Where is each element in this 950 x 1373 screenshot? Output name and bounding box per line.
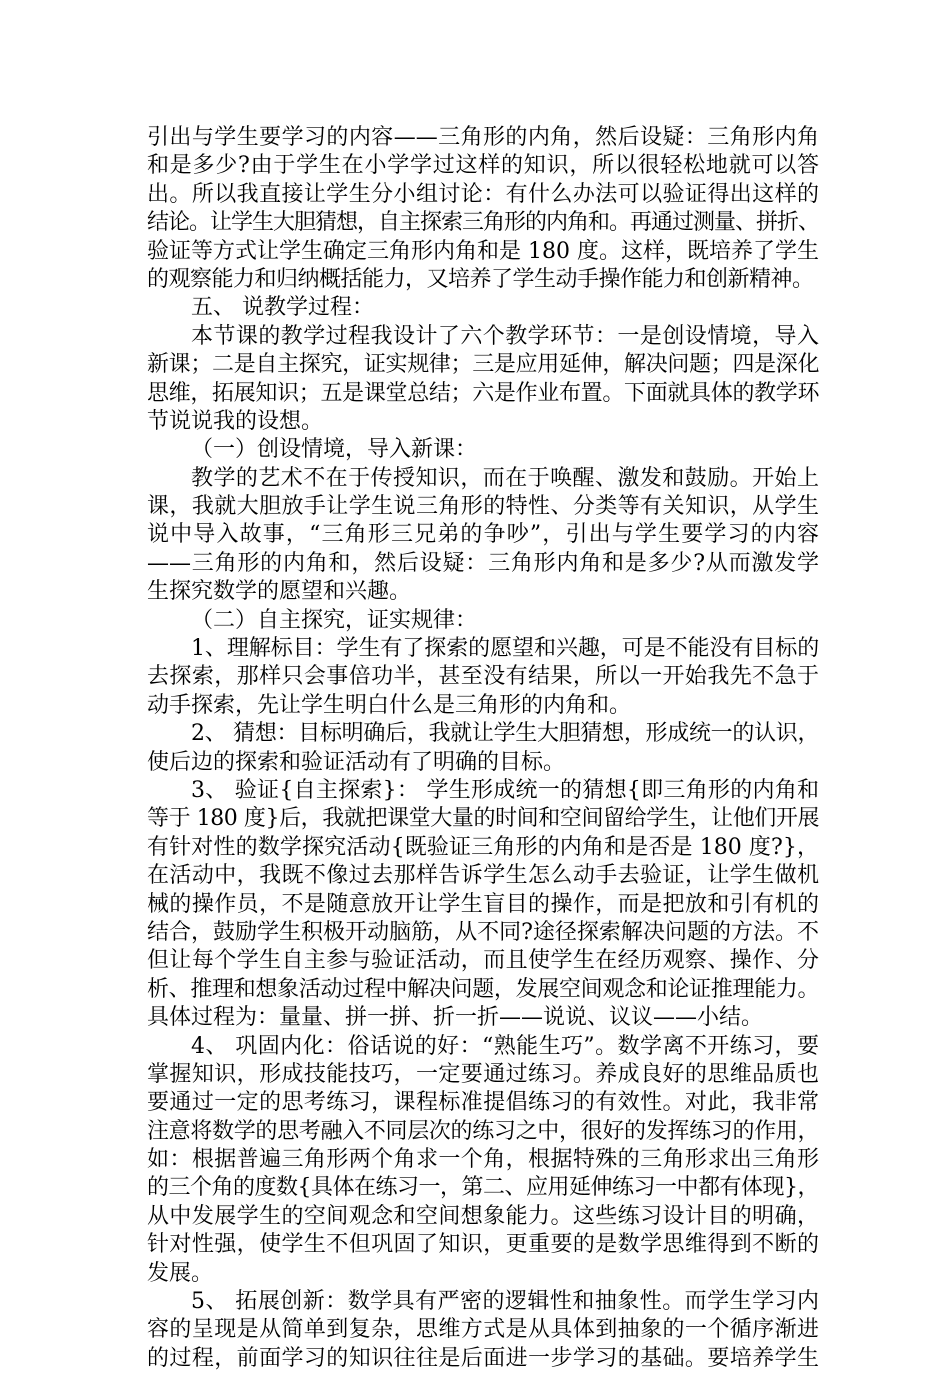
text-line: 掌握知识，形成技能技巧，一定要通过练习。养成良好的思维品质也 xyxy=(147,1061,819,1087)
text-line: 有针对性的数学探究活动{既验证三角形的内角和是否是 180 度?}， xyxy=(147,834,819,860)
text-line: 五、 说教学过程： xyxy=(191,295,374,321)
text-line: 的观察能力和归纳概括能力，又培养了学生动手操作能力和创新精神。 xyxy=(147,266,814,292)
text-line: 等于 180 度}后，我就把课堂大量的时间和空间留给学生，让他们开展 xyxy=(147,806,819,832)
text-line: 的三个角的度数{具体在练习一，第二、应用延伸练习一中都有体现}， xyxy=(147,1175,819,1201)
text-line: 教学的艺术不在于传授知识，而在于唤醒、激发和鼓励。开始上 xyxy=(191,465,819,491)
text-line: 析、推理和想象活动过程中解决问题，发展空间观念和论证推理能力。 xyxy=(147,976,819,1002)
text-line: 针对性强，使学生不但巩固了知识，更重要的是数学思维得到不断的 xyxy=(147,1232,819,1258)
text-line: 注意将数学的思考融入不同层次的练习之中，很好的发挥练习的作用， xyxy=(147,1118,819,1144)
text-line: （二）自主探究，证实规律： xyxy=(191,607,478,633)
text-line: 在活动中，我既不像过去那样告诉学生怎么动手去验证，让学生做机 xyxy=(147,863,819,889)
text-line: 结合，鼓励学生积极开动脑筋，从不同?途径探索解决问题的方法。不 xyxy=(147,919,819,945)
text-line: 和是多少?由于学生在小学学过这样的知识，所以很轻松地就可以答 xyxy=(147,153,819,179)
text-line: 本节课的教学过程我设计了六个教学环节：一是创设情境，导入 xyxy=(191,323,819,349)
text-line: 具体过程为：量量、拼一拼、折一折——说说、议议——小结。 xyxy=(147,1005,764,1031)
text-line: 思维，拓展知识；五是课堂总结；六是作业布置。下面就具体的教学环 xyxy=(147,380,819,406)
text-line: ——三角形的内角和，然后设疑：三角形内角和是多少?从而激发学 xyxy=(147,550,819,576)
text-line: 械的操作员，不是随意放开让学生盲目的操作，而是把放和引有机的 xyxy=(147,891,819,917)
text-line: 发展。 xyxy=(147,1260,214,1286)
text-line: 课，我就大胆放手让学生说三角形的特性、分类等有关知识，从学生 xyxy=(147,494,819,520)
text-line: 验证等方式让学生确定三角形内角和是 180 度。这样，既培养了学生 xyxy=(147,238,819,264)
text-line: 结论。让学生大胆猜想，自主探索三角形的内角和。再通过测量、拼折、 xyxy=(147,210,820,236)
text-line: 新课；二是自主探究，证实规律；三是应用延伸，解决问题；四是深化 xyxy=(147,352,819,378)
text-line: 要通过一定的思考练习，课程标准提倡练习的有效性。对此，我非常 xyxy=(147,1090,819,1116)
text-line: 从中发展学生的空间观念和空间想象能力。这些练习设计目的明确， xyxy=(147,1203,819,1229)
text-line: 动手探索，先让学生明白什么是三角形的内角和。 xyxy=(147,692,632,718)
text-line: 3、 验证{自主探索}： 学生形成统一的猜想{即三角形的内角和 xyxy=(191,777,819,803)
text-line: （一）创设情境，导入新课： xyxy=(191,437,478,463)
text-line: 使后边的探索和验证活动有了明确的目标。 xyxy=(147,749,566,775)
text-line: 去探索，那样只会事倍功半，甚至没有结果，所以一开始我先不急于 xyxy=(147,664,819,690)
text-line: 容的呈现是从简单到复杂，思维方式是从具体到抽象的一个循序渐进 xyxy=(147,1317,819,1343)
text-line: 引出与学生要学习的内容——三角形的内角，然后设疑：三角形内角 xyxy=(147,125,819,150)
text-line: 2、 猜想：目标明确后，我就让学生大胆猜想，形成统一的认识， xyxy=(191,721,819,747)
text-line: 但让每个学生自主参与验证活动，而且使学生在经历观察、操作、分 xyxy=(147,948,819,974)
text-line: 节说说我的设想。 xyxy=(147,408,324,434)
text-line: 说中导入故事，“三角形三兄弟的争吵”，引出与学生要学习的内容 xyxy=(147,522,819,548)
text-line: 5、 拓展创新：数学具有严密的逻辑性和抽象性。而学生学习内 xyxy=(191,1289,819,1315)
document-body xyxy=(147,124,819,1373)
text-line: 生探究数学的愿望和兴趣。 xyxy=(147,579,412,605)
text-line: 出。所以我直接让学生分小组讨论：有什么办法可以验证得出这样的 xyxy=(147,181,819,207)
text-line: 的过程，前面学习的知识往往是后面进一步学习的基础。要培养学生 xyxy=(147,1345,819,1371)
text-line: 如：根据普遍三角形两个角求一个角，根据特殊的三角形求出三角形 xyxy=(147,1147,819,1173)
text-line: 1、理解标目：学生有了探索的愿望和兴趣，可是不能没有目标的 xyxy=(191,636,819,662)
text-line: 4、 巩固内化：俗话说的好：“熟能生巧”。数学离不开练习，要 xyxy=(191,1033,819,1059)
